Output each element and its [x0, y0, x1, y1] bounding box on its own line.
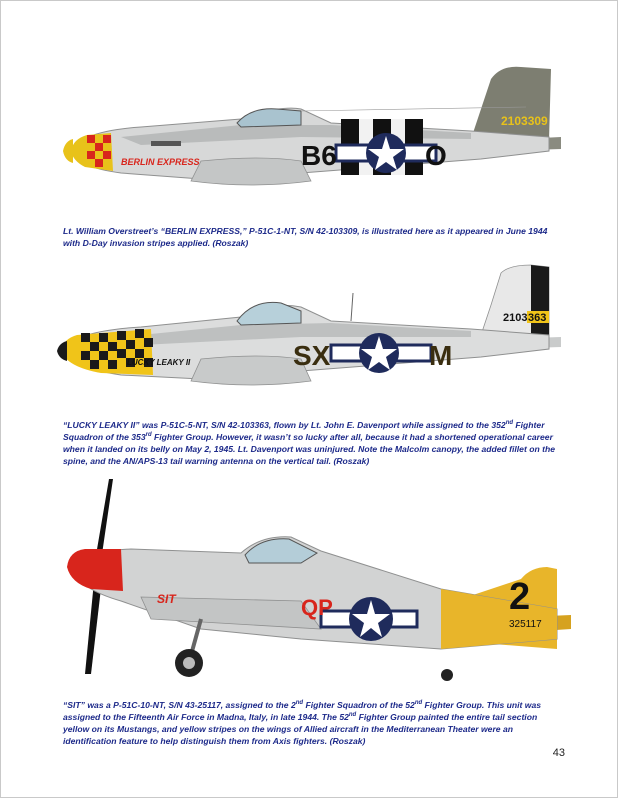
nose-art-name: SIT	[157, 592, 176, 606]
squadron-code: QP	[301, 595, 333, 620]
red-nose	[67, 549, 123, 591]
code-left: B6	[301, 140, 337, 171]
code-left: SX	[293, 340, 331, 371]
nose-art-name: BERLIN EXPRESS	[121, 157, 200, 167]
tail-rudder	[531, 265, 549, 337]
nose-checks	[63, 133, 113, 171]
propeller-blade-upper	[95, 479, 113, 561]
tail-serial-a: 2103	[503, 312, 528, 324]
caption-sit: “SIT” was a P-51C-10-NT, S/N 43-25117, assigned to the 2nd Fighter Squadron of the 52nd Fighter Group. This unit was assigned to the Fifteenth Air Force in Madna, Italy, in late 1944. The 52nd Fighter Group painted the entire tail section yellow on its Mustangs, and yellow stripes on the wings of Allied aircraft in the Mediterranean Theater were an identification feature to help distinguish them from Axis fighters. (Roszak)	[63, 700, 542, 746]
nose-art-name: LUCKY LEAKY II	[127, 358, 191, 367]
berlin-express-illustration	[1, 61, 619, 211]
tail-fin	[471, 67, 551, 141]
lucky-leaky-illustration	[1, 259, 619, 409]
code-right: O	[425, 140, 447, 171]
caption-lucky-leaky: “LUCKY LEAKY II” was P-51C-5-NT, S/N 42-103363, flown by Lt. John E. Davenport while assigned to the 352nd Fighter Squadron of the 353rd Fighter Group. However, it wasn’t so lucky after all, because it had a shortened operational career when it landed on its belly on May 2, 1945. Lt. Davenport was uninjured. Note the Malcolm canopy, the added fillet on the spine, and the AN/APS-13 tail warning antenna on the vertical tail. (Roszak)	[63, 420, 555, 466]
tail-number: 2	[509, 576, 531, 618]
tail-serial: 2103309	[501, 114, 548, 128]
tail-serial-b: 363	[528, 312, 547, 324]
tail-serial: 325117	[509, 619, 542, 630]
page-number: 43	[552, 747, 565, 759]
nose-checks	[57, 329, 153, 375]
sit-illustration	[1, 479, 619, 689]
code-right: M	[429, 340, 453, 371]
tail-wheel	[441, 669, 453, 681]
canopy	[245, 539, 317, 563]
caption-berlin-express: Lt. William Overstreet’s “BERLIN EXPRESS,” P-51C-1-NT, S/N 42-103309, is illustrated here as it appeared in June 1944 with D-Day invasion stripes applied. (Roszak)	[63, 226, 548, 248]
canopy	[237, 109, 301, 127]
